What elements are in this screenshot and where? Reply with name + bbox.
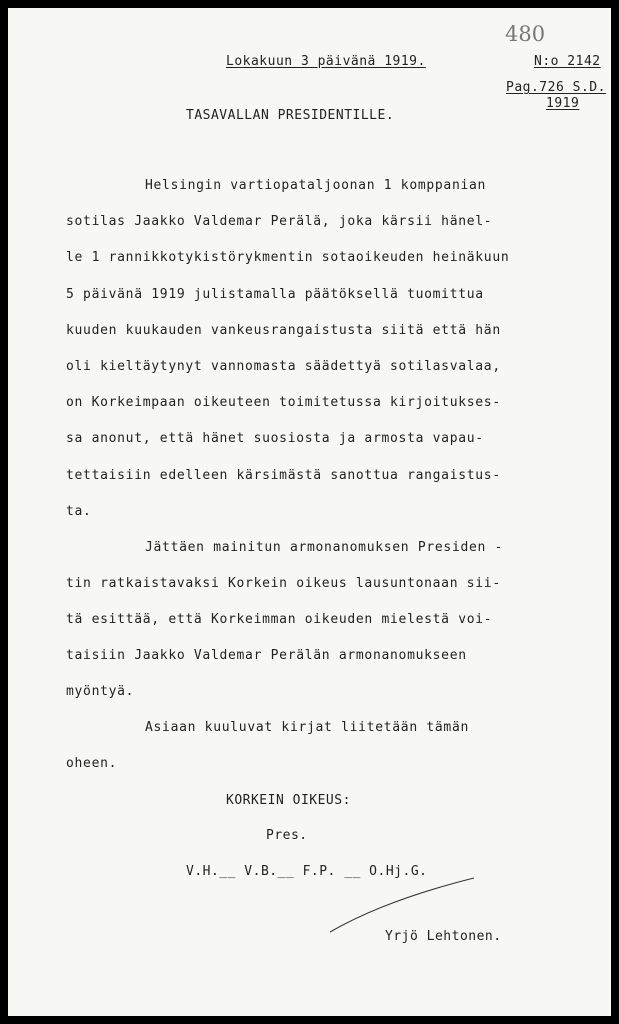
court-name: KORKEIN OIKEUS: bbox=[226, 793, 351, 808]
paragraph-line: on Korkeimpaan oikeuteen toimitetussa kirjoitukses- bbox=[66, 395, 501, 410]
paragraph-line: Asiaan kuuluvat kirjat liitetään tämän bbox=[145, 720, 470, 735]
addressee: TASAVALLAN PRESIDENTILLE. bbox=[186, 108, 395, 123]
signature-stroke bbox=[328, 876, 478, 936]
paragraph-line: taisiin Jaakko Valdemar Perälän armonanomukseen bbox=[66, 648, 467, 663]
member-initials: V.H.__ V.B.__ F.P. __ O.Hj.G. bbox=[186, 864, 428, 879]
paragraph-line: 5 päivänä 1919 julistamalla päätöksellä tuomittua bbox=[66, 287, 484, 302]
document-page bbox=[8, 8, 611, 1016]
paragraph-line: oheen. bbox=[66, 756, 118, 771]
president-label: Pres. bbox=[266, 828, 308, 843]
paragraph-line: le 1 rannikkotykistörykmentin sotaoikeuden heinäkuun bbox=[66, 250, 510, 265]
paragraph-line: oli kieltäytynyt vannomasta säädettyä sotilasvalaa, bbox=[66, 359, 501, 374]
paragraph-line: tettaisiin edelleen kärsimästä sanottua rangaistus- bbox=[66, 468, 501, 483]
paragraph-line: kuuden kuukauden vankeusrangaistusta siitä että hän bbox=[66, 323, 501, 338]
paragraph-line: Helsingin vartiopataljoonan 1 komppanian bbox=[145, 178, 487, 193]
reference-number: N:o 2142 bbox=[534, 54, 601, 69]
paragraph-line: sa anonut, että hänet suosiosta ja armosta vapau- bbox=[66, 431, 484, 446]
signatory-name: Yrjö Lehtonen. bbox=[385, 929, 502, 944]
page-number: 480 bbox=[505, 22, 546, 46]
paragraph-line: tin ratkaistavaksi Korkein oikeus lausuntonaan sii- bbox=[66, 576, 501, 591]
paragraph-line: Jättäen mainitun armonanomuksen Presiden - bbox=[145, 540, 504, 555]
paragraph-line: tä esittää, että Korkeimman oikeuden mielestä voi- bbox=[66, 612, 493, 627]
paragraph-line: myöntyä. bbox=[66, 684, 135, 699]
pag-line-1: Pag.726 S.D. bbox=[506, 80, 606, 95]
date-line: Lokakuun 3 päivänä 1919. bbox=[226, 54, 426, 69]
pag-line-2: 1919 bbox=[546, 96, 580, 111]
paragraph-line: ta. bbox=[66, 504, 92, 519]
paragraph-line: sotilas Jaakko Valdemar Perälä, joka kärsii hänel- bbox=[66, 214, 493, 229]
